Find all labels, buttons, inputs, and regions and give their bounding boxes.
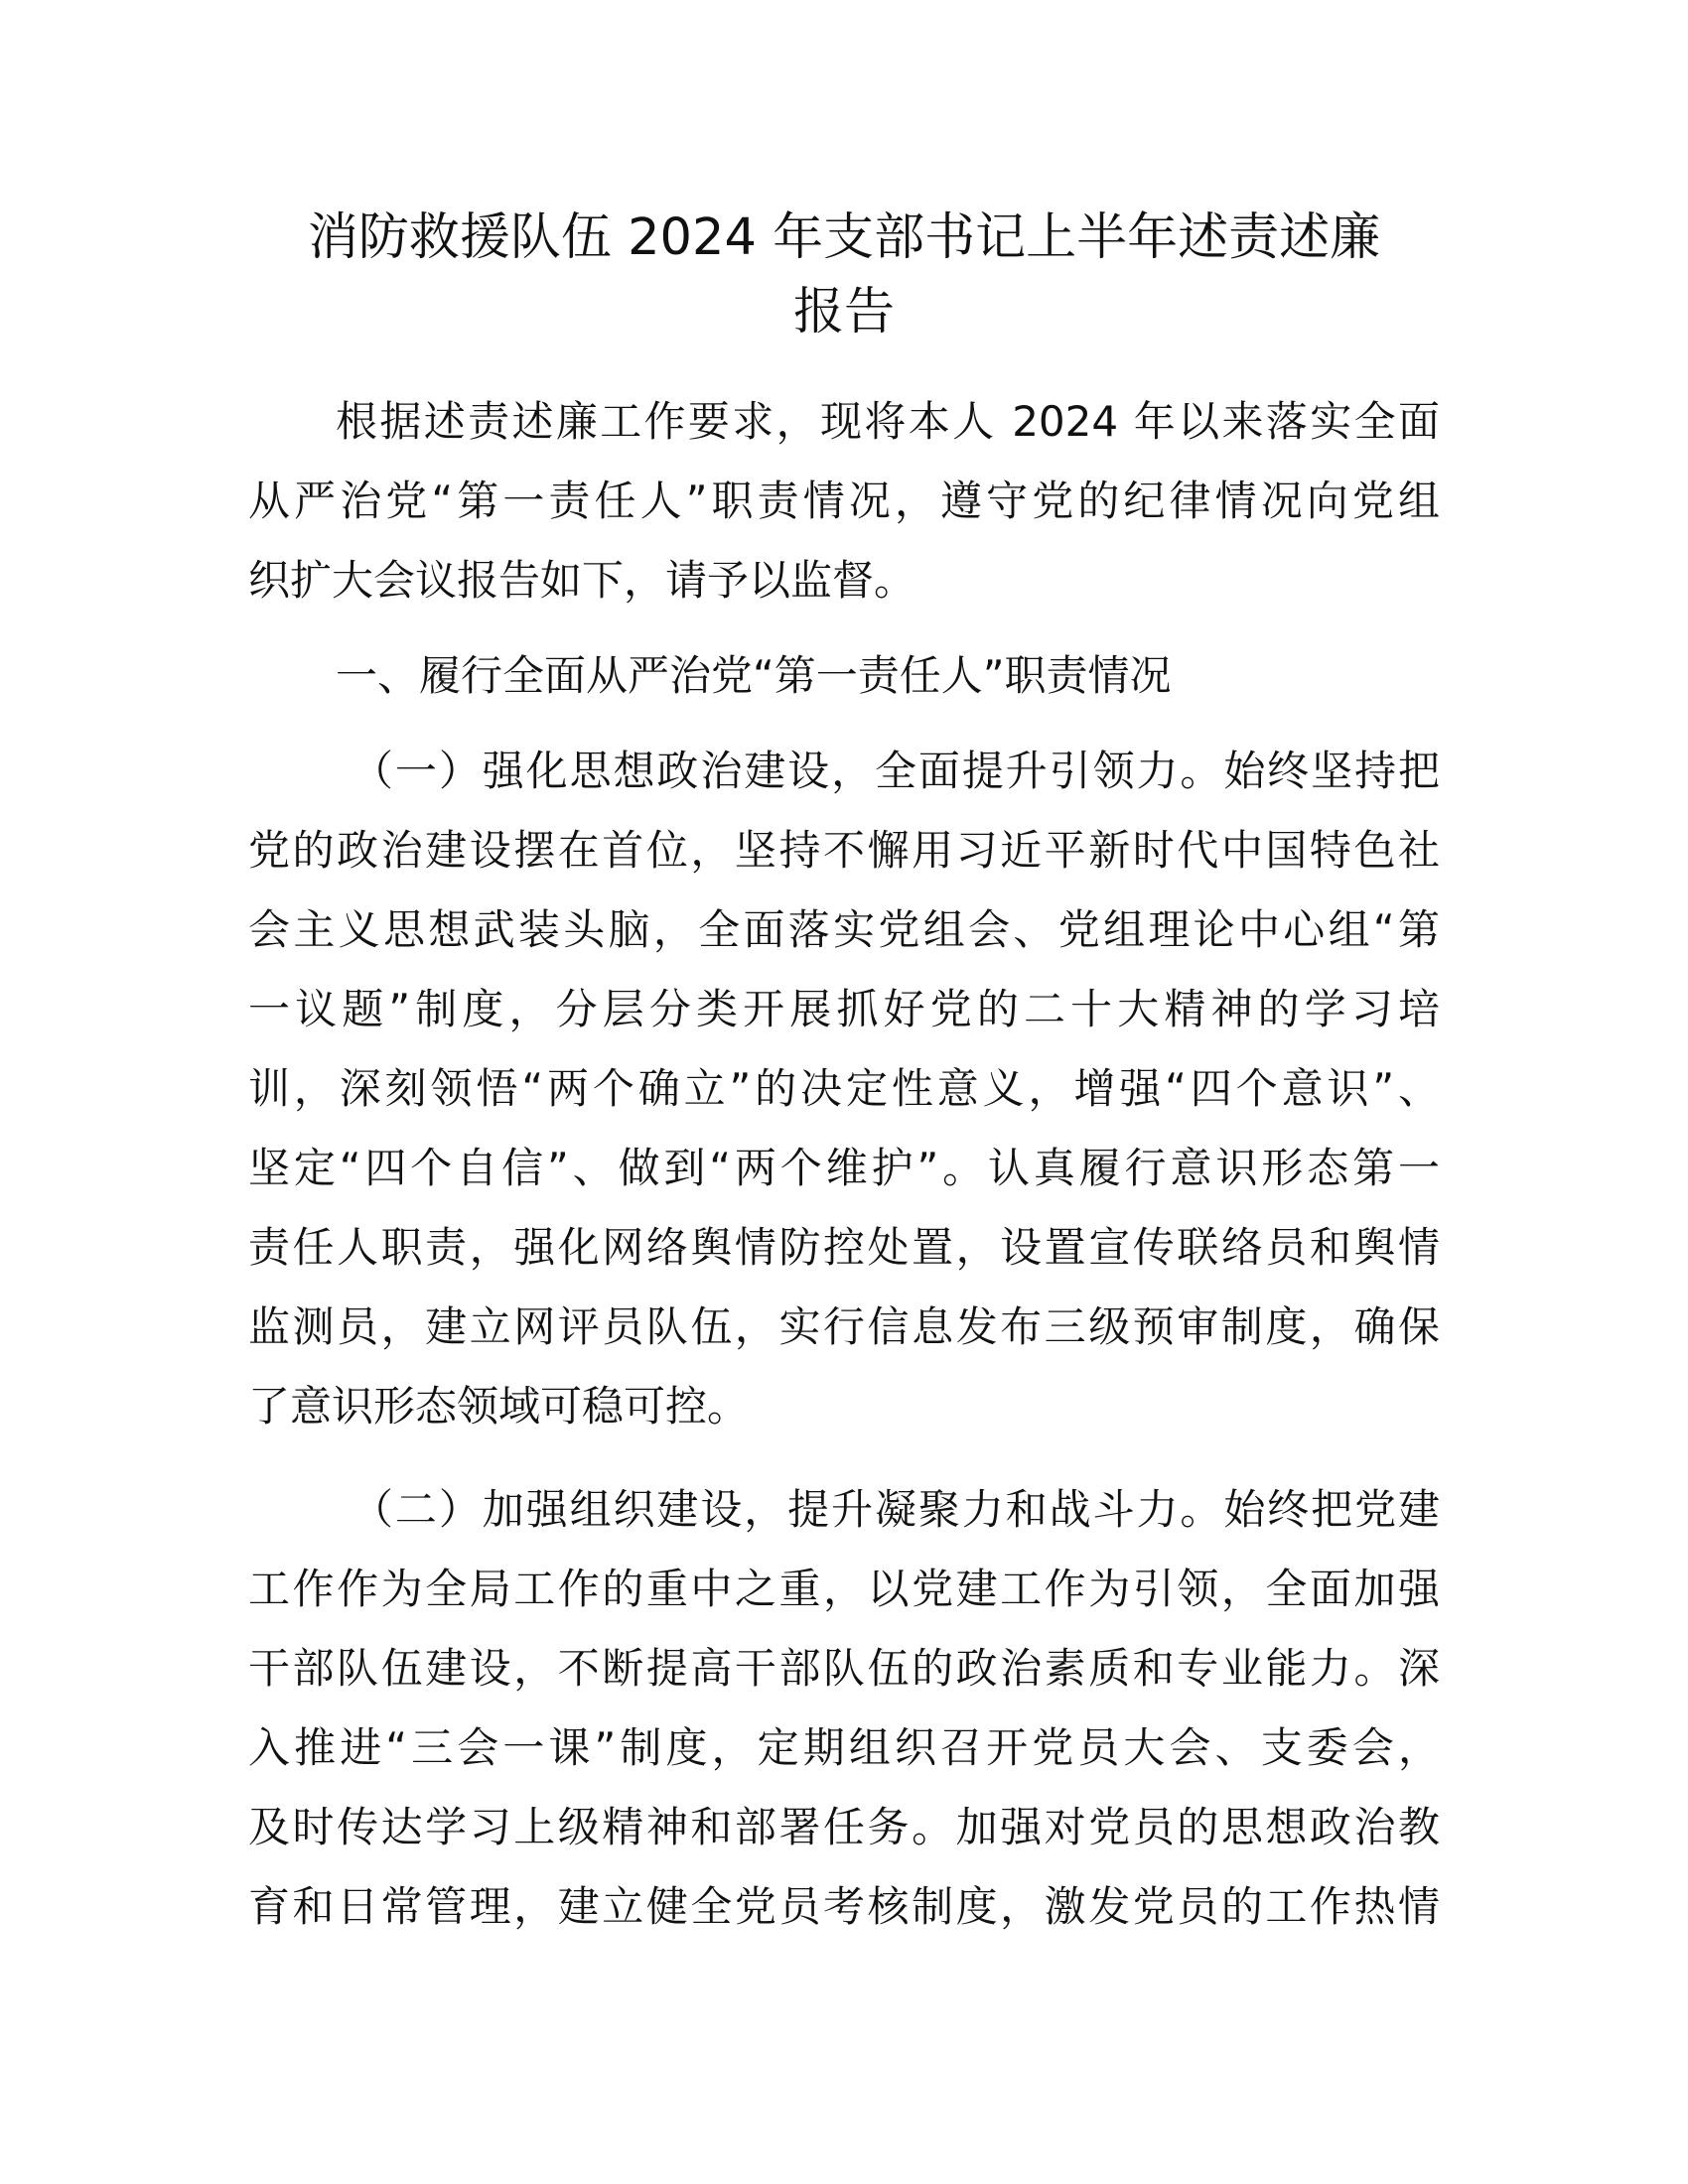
subsection-1-paragraph [248,732,1440,1446]
text-line: 织扩大会议报告如下，请予以监督。 [248,556,916,605]
title-line-1: 消防救援队伍 2024 年支部书记上半年述责述廉 [307,208,1381,267]
title-line-2: 报告 [792,283,895,341]
text-line: 干部队伍建设，不断提高干部队伍的政治素质和专业能力。深 [248,1644,1440,1693]
text-line: 及时传达学习上级精神和部署任务。加强对党员的思想政治教 [248,1803,1440,1851]
text-line: 责任人职责，强化网络舆情防控处置，设置宣传联络员和舆情 [248,1223,1440,1272]
intro-paragraph [248,382,1440,620]
text-line: （二）加强组织建设，提升凝聚力和战斗力。始终把党建 [352,1485,1440,1534]
text-line: 了意识形态领域可稳可控。 [248,1382,750,1431]
document-body [248,382,1440,1947]
document-title [248,201,1440,349]
text-line: 根据述责述廉工作要求，现将本人 2024 年以来落实全面 [336,397,1440,446]
subsection-2-paragraph [248,1470,1440,1947]
section-1-heading: 一、履行全面从严治党“第一责任人”职责情况 [336,651,1172,700]
text-line: 育和日常管理，建立健全党员考核制度，激发党员的工作热情 [248,1882,1440,1931]
text-line: 一议题”制度，分层分类开展抓好党的二十大精神的学习培 [248,985,1440,1033]
text-line: 工作作为全局工作的重中之重，以党建工作为引领，全面加强 [248,1565,1440,1613]
text-line: 监测员，建立网评员队伍，实行信息发布三级预审制度，确保 [248,1302,1440,1351]
text-line: 党的政治建设摆在首位，坚持不懈用习近平新时代中国特色社 [248,826,1440,875]
text-line: 会主义思想武装头脑，全面落实党组会、党组理论中心组“第 [248,905,1440,954]
text-line: 坚定“四个自信”、做到“两个维护”。认真履行意识形态第一 [248,1144,1440,1192]
text-line: 入推进“三会一课”制度，定期组织召开党员大会、支委会， [248,1723,1440,1772]
section-heading [248,636,1440,716]
text-line: 从严治党“第一责任人”职责情况，遵守党的纪律情况向党组 [248,477,1440,525]
text-line: 训，深刻领悟“两个确立”的决定性意义，增强“四个意识”、 [248,1064,1440,1113]
text-line: （一）强化思想政治建设，全面提升引领力。始终坚持把 [352,747,1440,795]
